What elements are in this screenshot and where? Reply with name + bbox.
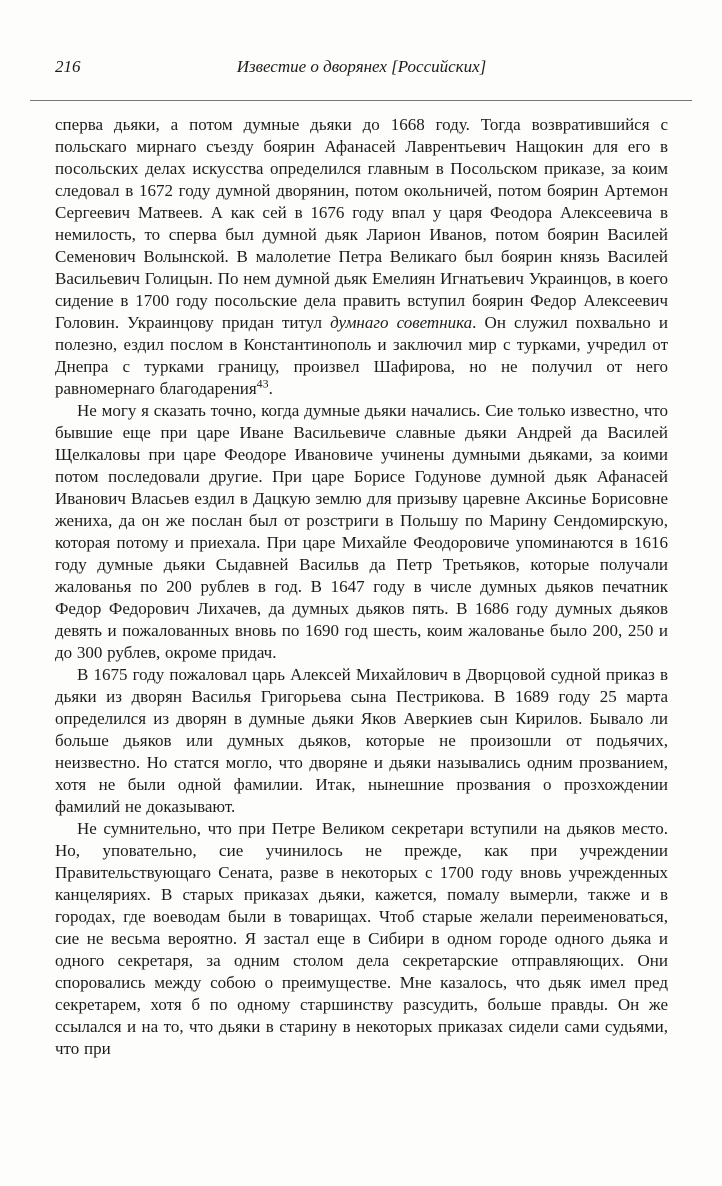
text-run: сперва дьяки, а потом думные дьяки до 1668 году. Тогда возвратившийся с польскаго мирнаго съезду боярин Афанасей Лаврентьевич Нащокин для его в посольских делах искусства определился главным в Посольском приказе, за коим следовал в 1672 году думной дворянин, потом окольничей, потом боярин Артемон Сергеевич Матвеев. А как сей в 1676 году впал у царя Феодора Алексеевича в немилость, то сперва был думной дьяк Ларион Иванов, потом боярин Василей Семенович Волынской. В малолетие Петра Великаго был боярин князь Василей Васильевич Голицын. По нем думной дьяк Емелиян Игнатьевич Украинцов, в коего сидение в 1700 году посольские дела править вступил боярин Федор Алексеевич Головин. Украинцову придан титул xyxy=(55,115,668,332)
emphasized-text: думнаго советника xyxy=(330,313,473,332)
text-run: . xyxy=(268,379,273,398)
text-run: В 1675 году пожаловал царь Алексей Михайлович в Дворцовой судной приказ в дьяки из дворян Василья Григорьева сына Пестрикова. В 1689 году 25 марта определился из дворян в думные дьяки Яков Аверкиев сын Кирилов. Бывало ли больше дьяков или думных дьяков, которые не произошли от подьячих, неизвестно. Но статся могло, что дворяне и дьяки назывались одним прозванием, хотя не были одной фамилии. Итак, нынешние прозвания о прозхождении фамилий не доказывают. xyxy=(55,665,668,816)
footnote-reference: 43 xyxy=(256,376,269,391)
paragraph xyxy=(55,664,668,818)
text-run: Не могу я сказать точно, когда думные дьяки начались. Сие только известно, что бывшие еще при царе Иване Васильевиче славные дьяки Андрей да Василей Щелкаловы при царе Феодоре Ивановиче учинены думными дьяками, за коими потом последовали другие. При царе Борисе Годунове думной дьяк Афанасей Иванович Власьев ездил в Дацкую землю для призыву царевне Аксинье Борисовне жениха, да он же послан был от розстриги в Польшу по Марину Сендомирскую, которая потому и приехала. При царе Михайле Феодоровиче упоминаются в 1616 году думные дьяки Сыдавней Васильв да Петр Третьяков, которые получали жалованья по 200 рублев в год. В 1647 году в числе думных дьяков печатник Федор Федорович Лихачев, да думных дьяков пять. В 1686 году думных дьяков девять и пожалованных вновь по 1690 год шесть, коим жалованье было 200, 250 и до 300 рублев, окроме придач. xyxy=(55,401,668,662)
paragraph xyxy=(55,114,668,400)
running-title: Известие о дворянех [Российских] xyxy=(236,57,487,76)
text-run: Не сумнительно, что при Петре Великом секретари вступили на дьяков место. Но, уповательно, сие учинилось не прежде, как при учреждении Правительствующаго Сената, разве в некоторых с 1700 году вновь учрежденных канцеляриях. В старых приказах дьяки, кажется, помалу вымерли, также и в городах, где воеводам были в товарищах. Чтоб старые желали переименоваться, сие не весьма вероятно. Я застал еще в Сибири в одном городе одного дьяка и одного секретаря, за одним столом дела секретарские отправляющих. Они споровались между собою о преимуществе. Мне казалось, что дьяк имел пред секретарем, хотя б по одному старшинству разсудить, больше правды. Он же ссылался и на то, что дьяки в старину в некоторых приказах сидели сами судьями, что при xyxy=(55,819,668,1058)
page-body xyxy=(55,114,668,1060)
text-run: . Он служил похвально и полезно, ездил послом в Константинополь и заключил мир с турками, учредил от Днепра с турками границу, произвел Шафирова, но не получил от него равномернаго благодарения xyxy=(55,313,668,398)
header-rule xyxy=(30,100,692,101)
page-number: 216 xyxy=(55,57,81,76)
paragraph xyxy=(55,818,668,1060)
paragraph xyxy=(55,400,668,664)
page-header xyxy=(55,56,668,80)
